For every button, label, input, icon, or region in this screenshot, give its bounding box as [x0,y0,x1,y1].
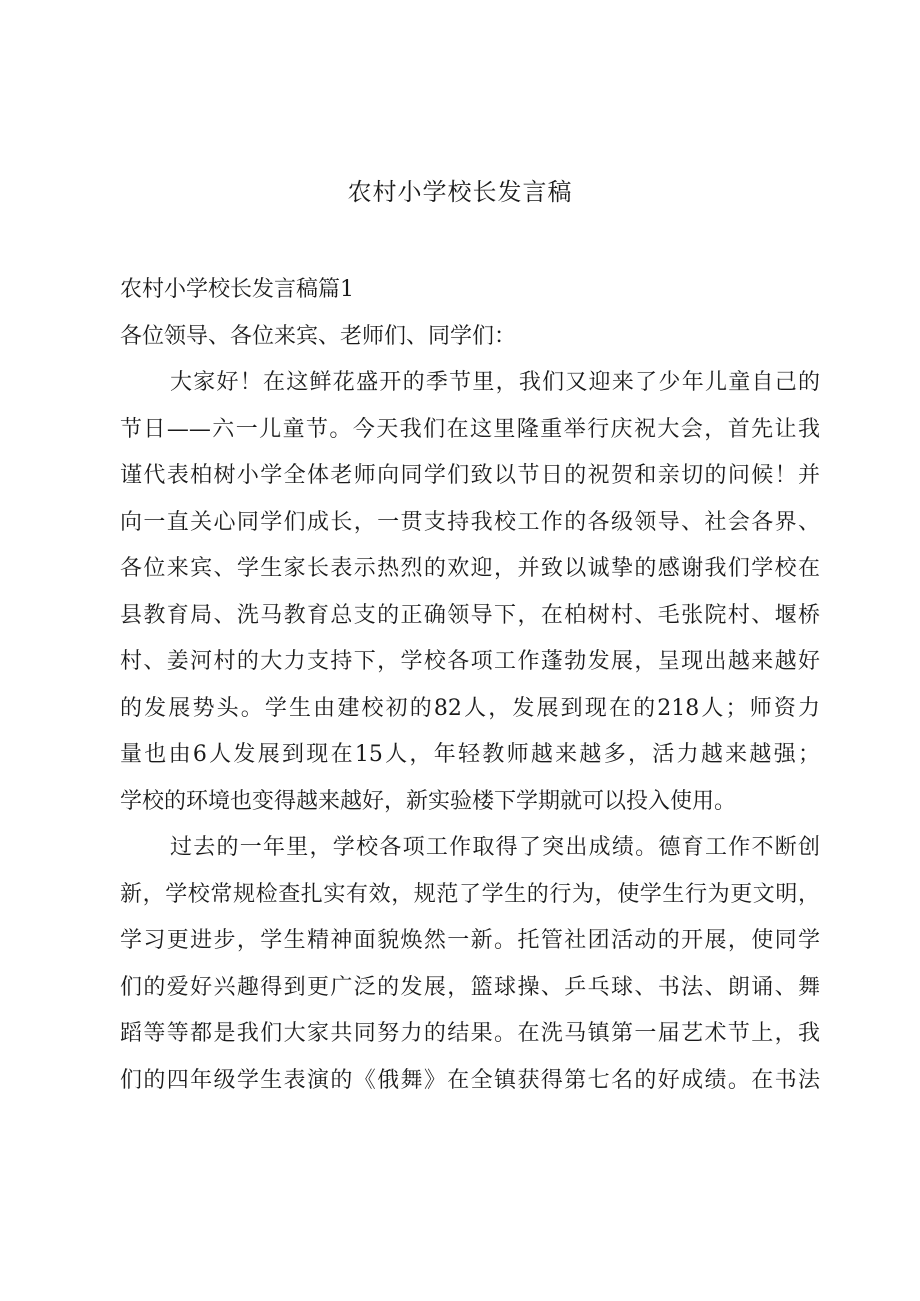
paragraph-2-line: 学习更进步，学生精神面貌焕然一新。托管社团活动的开展，使同学 [120,928,820,953]
paragraph-1-line: 村、姜河村的大力支持下，学校各项工作蓬勃发展，呈现出越来越好 [120,649,820,674]
paragraph-2-line: 新，学校常规检查扎实有效，规范了学生的行为，使学生行为更文明， [120,881,820,907]
paragraph-2-line: 们的四年级学生表演的《俄舞》在全镇获得第七名的好成绩。在书法 [120,1067,820,1093]
paragraph-1-line: 量也由6人发展到现在15人，年轻教师越来越多，活力越来越强； [120,742,820,767]
paragraph-2-line: 蹈等等都是我们大家共同努力的结果。在洗马镇第一届艺术节上，我 [120,1021,820,1046]
paragraph-1-line: 各位来宾、学生家长表示热烈的欢迎，并致以诚挚的感谢我们学校在 [120,556,820,581]
paragraph-1-line: 的发展势头。学生由建校初的82人，发展到现在的218人；师资力 [120,695,820,721]
paragraph-1-line: 学校的环境也变得越来越好，新实验楼下学期就可以投入使用。 [120,788,737,814]
paragraph-1-line: 谨代表柏树小学全体老师向同学们致以节日的祝贺和亲切的问候！并 [120,463,820,488]
paragraph-1-line: 向一直关心同学们成长，一贯支持我校工作的各级领导、社会各界、 [120,509,820,535]
paragraph-2 [120,825,820,1104]
paragraph-1-line: 县教育局、洗马教育总支的正确领导下，在柏树村、毛张院村、堰桥 [120,602,820,628]
section-heading: 农村小学校长发言稿篇1 [120,277,354,302]
document-title: 农村小学校长发言稿 [347,178,573,206]
paragraph-1-line: 大家好！在这鲜花盛开的季节里，我们又迎来了少年儿童自己的 [170,370,820,395]
document-body [120,267,820,1104]
paragraph-1-line: 节日——六一儿童节。今天我们在这里隆重举行庆祝大会，首先让我 [120,416,820,442]
paragraph-1 [120,360,820,825]
salutation: 各位领导、各位来宾、老师们、同学们： [120,323,517,349]
paragraph-2-line: 们的爱好兴趣得到更广泛的发展，篮球操、乒乓球、书法、朗诵、舞 [120,974,820,1000]
paragraph-2-line: 过去的一年里，学校各项工作取得了突出成绩。德育工作不断创 [170,835,820,860]
